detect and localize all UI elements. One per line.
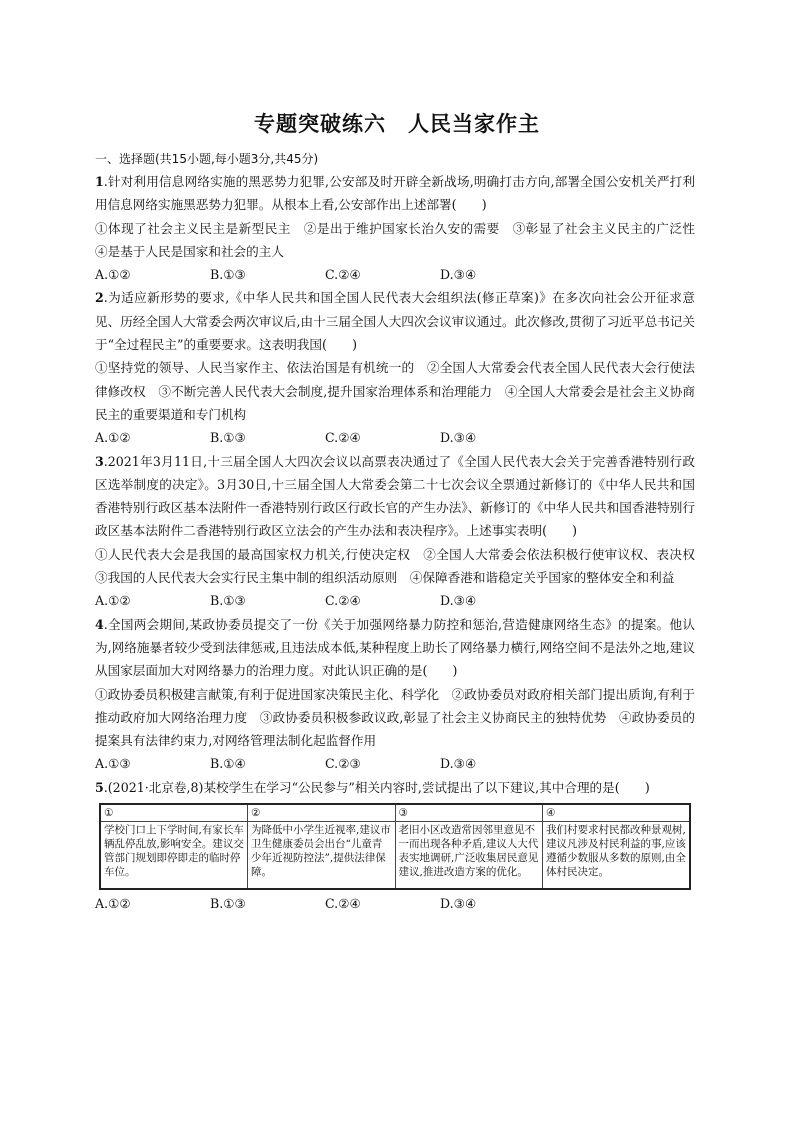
table-header-cell: ③	[395, 804, 543, 822]
answer-options	[95, 263, 695, 286]
question-stem: .2021年3月11日,十三届全国人大四次会议以高票表决通过了《全国人民代表大会关于完善香港特别行政区选举制度的决定》。3月30日,十三届全国人大常委会第二十七次会议全票通过新修订的《中华人民共和国香港特别行政区基本法附件一香港特别行政区行政长官的产生办法》、新修订的《中华人民共和国香港特别行政区基本法附件二香港特别行政区立法会的产生办法和表决程序》。上述事实表明( )	[95, 453, 695, 539]
option-c[interactable]: C.②④	[325, 593, 361, 609]
question-1	[95, 170, 708, 286]
answer-options	[95, 752, 695, 775]
table-cell: 我们村要求村民都改种景观树,建议凡涉及村民利益的事,应该遵循少数服从多数的原则,由全体村民决定。	[543, 822, 691, 890]
question-3	[95, 450, 708, 613]
question-stem: .为适应新形势的要求,《中华人民共和国全国人民代表大会组织法(修正草案)》在多次向社会公开征求意见、历经全国人大常委会两次审议后,由十三届全国人大四次会议审议通过。此次修改,贯彻了习近平总书记关于“全过程民主”的重要要求。这表明我国( )	[95, 290, 695, 353]
option-a[interactable]: A.①②	[95, 896, 131, 912]
question-number: 3	[95, 453, 104, 469]
option-c[interactable]: C.②④	[325, 896, 361, 912]
option-d[interactable]: D.③④	[440, 896, 477, 912]
option-c[interactable]: C.②④	[325, 267, 361, 283]
option-c[interactable]: C.②③	[325, 756, 361, 772]
section-heading: 一、选择题(共15小题,每小题3分,共45分)	[95, 152, 319, 166]
question-statements: ①体现了社会主义民主是新型民主 ②是出于维护国家长治久安的需要 ③彰显了社会主义民主的广泛性 ④是基于人民是国家和社会的主人	[95, 220, 708, 259]
question-number: 5	[95, 779, 104, 795]
option-b[interactable]: B.①③	[210, 430, 246, 446]
suggestion-table	[99, 803, 691, 890]
option-b[interactable]: B.①③	[210, 593, 246, 609]
question-number: 4	[95, 616, 104, 632]
title-part2: 人民当家作主	[408, 112, 540, 136]
table-cell: 为降低中小学生近视率,建议市卫生健康委员会出台“儿童青少年近视防控法”,提供法律保障。	[248, 822, 396, 890]
table-header-cell: ④	[543, 804, 691, 822]
answer-options	[95, 426, 695, 449]
answer-options	[95, 892, 695, 915]
option-d[interactable]: D.③④	[440, 267, 477, 283]
option-a[interactable]: A.①②	[95, 593, 131, 609]
option-b[interactable]: B.①③	[210, 896, 246, 912]
question-stem: .全国两会期间,某政协委员提交了一份《关于加强网络暴力防控和惩治,营造健康网络生态》的提案。他认为,网络施暴者较少受到法律惩戒,且违法成本低,某种程度上助长了网络暴力横行,网络空间不是法外之地,建议从国家层面加大对网络暴力的治理力度。对此认识正确的是( )	[95, 616, 695, 679]
option-d[interactable]: D.③④	[440, 430, 477, 446]
option-d[interactable]: D.③④	[440, 593, 477, 609]
question-stem: .(2021·北京卷,8)某校学生在学习“公民参与”相关内容时,尝试提出了以下建议,其中合理的是( )	[103, 779, 650, 795]
table-header-cell: ①	[100, 804, 248, 822]
questions	[95, 170, 708, 915]
question-number: 2	[95, 290, 104, 306]
option-a[interactable]: A.①③	[95, 756, 131, 772]
question-4	[95, 613, 695, 776]
table-cell: 老旧小区改造常因邻里意见不一而出现各种矛盾,建议人大代表实地调研,广泛收集居民意见建议,推进改造方案的优化。	[395, 822, 543, 890]
question-stem: .针对利用信息网络实施的黑恶势力犯罪,公安部及时开辟全新战场,明确打击方向,部署全国公安机关严打利用信息网络实施黑恶势力犯罪。从根本上看,公安部作出上述部署( )	[95, 174, 695, 213]
question-number: 1	[95, 174, 104, 189]
question-statements: ①坚持党的领导、人民当家作主、依法治国是有机统一的 ②全国人大常委会代表全国人民代表大会行使法律修改权 ③不断完善人民代表大会制度,提升国家治理体系和治理能力 ④全国人大常委会是社会主义协商民主的重要渠道和专门机构	[95, 360, 695, 422]
option-c[interactable]: C.②④	[325, 430, 361, 446]
table-header-cell: ②	[248, 804, 396, 822]
page-title	[0, 108, 794, 138]
option-b[interactable]: B.①③	[210, 267, 246, 283]
option-a[interactable]: A.①②	[95, 430, 131, 446]
answer-options	[95, 589, 695, 612]
title-part1: 专题突破练六	[254, 112, 386, 136]
question-2	[95, 286, 695, 449]
question-statements: ①政协委员积极建言献策,有利于促进国家决策民主化、科学化 ②政协委员对政府相关部门提出质询,有利于推动政府加大网络治理力度 ③政协委员积极参政议政,彰显了社会主义协商民主的独特优势 ④政协委员的提案具有法律约束力,对网络管理法制化起监督作用	[95, 686, 695, 749]
question-statements: ①人民代表大会是我国的最高国家权力机关,行使决定权 ②全国人大常委会依法积极行使审议权、表决权 ③我国的人民代表大会实行民主集中制的组织活动原则 ④保障香港和谐稳定关乎国家的整体安全和利益	[95, 546, 708, 586]
question-5	[95, 776, 695, 916]
option-d[interactable]: D.③④	[440, 756, 477, 772]
option-b[interactable]: B.①④	[210, 756, 246, 772]
option-a[interactable]: A.①②	[95, 267, 131, 283]
table-cell: 学校门口上下学时间,有家长车辆乱停乱放,影响安全。建议交管部门规划即停即走的临时停车位。	[100, 822, 248, 890]
